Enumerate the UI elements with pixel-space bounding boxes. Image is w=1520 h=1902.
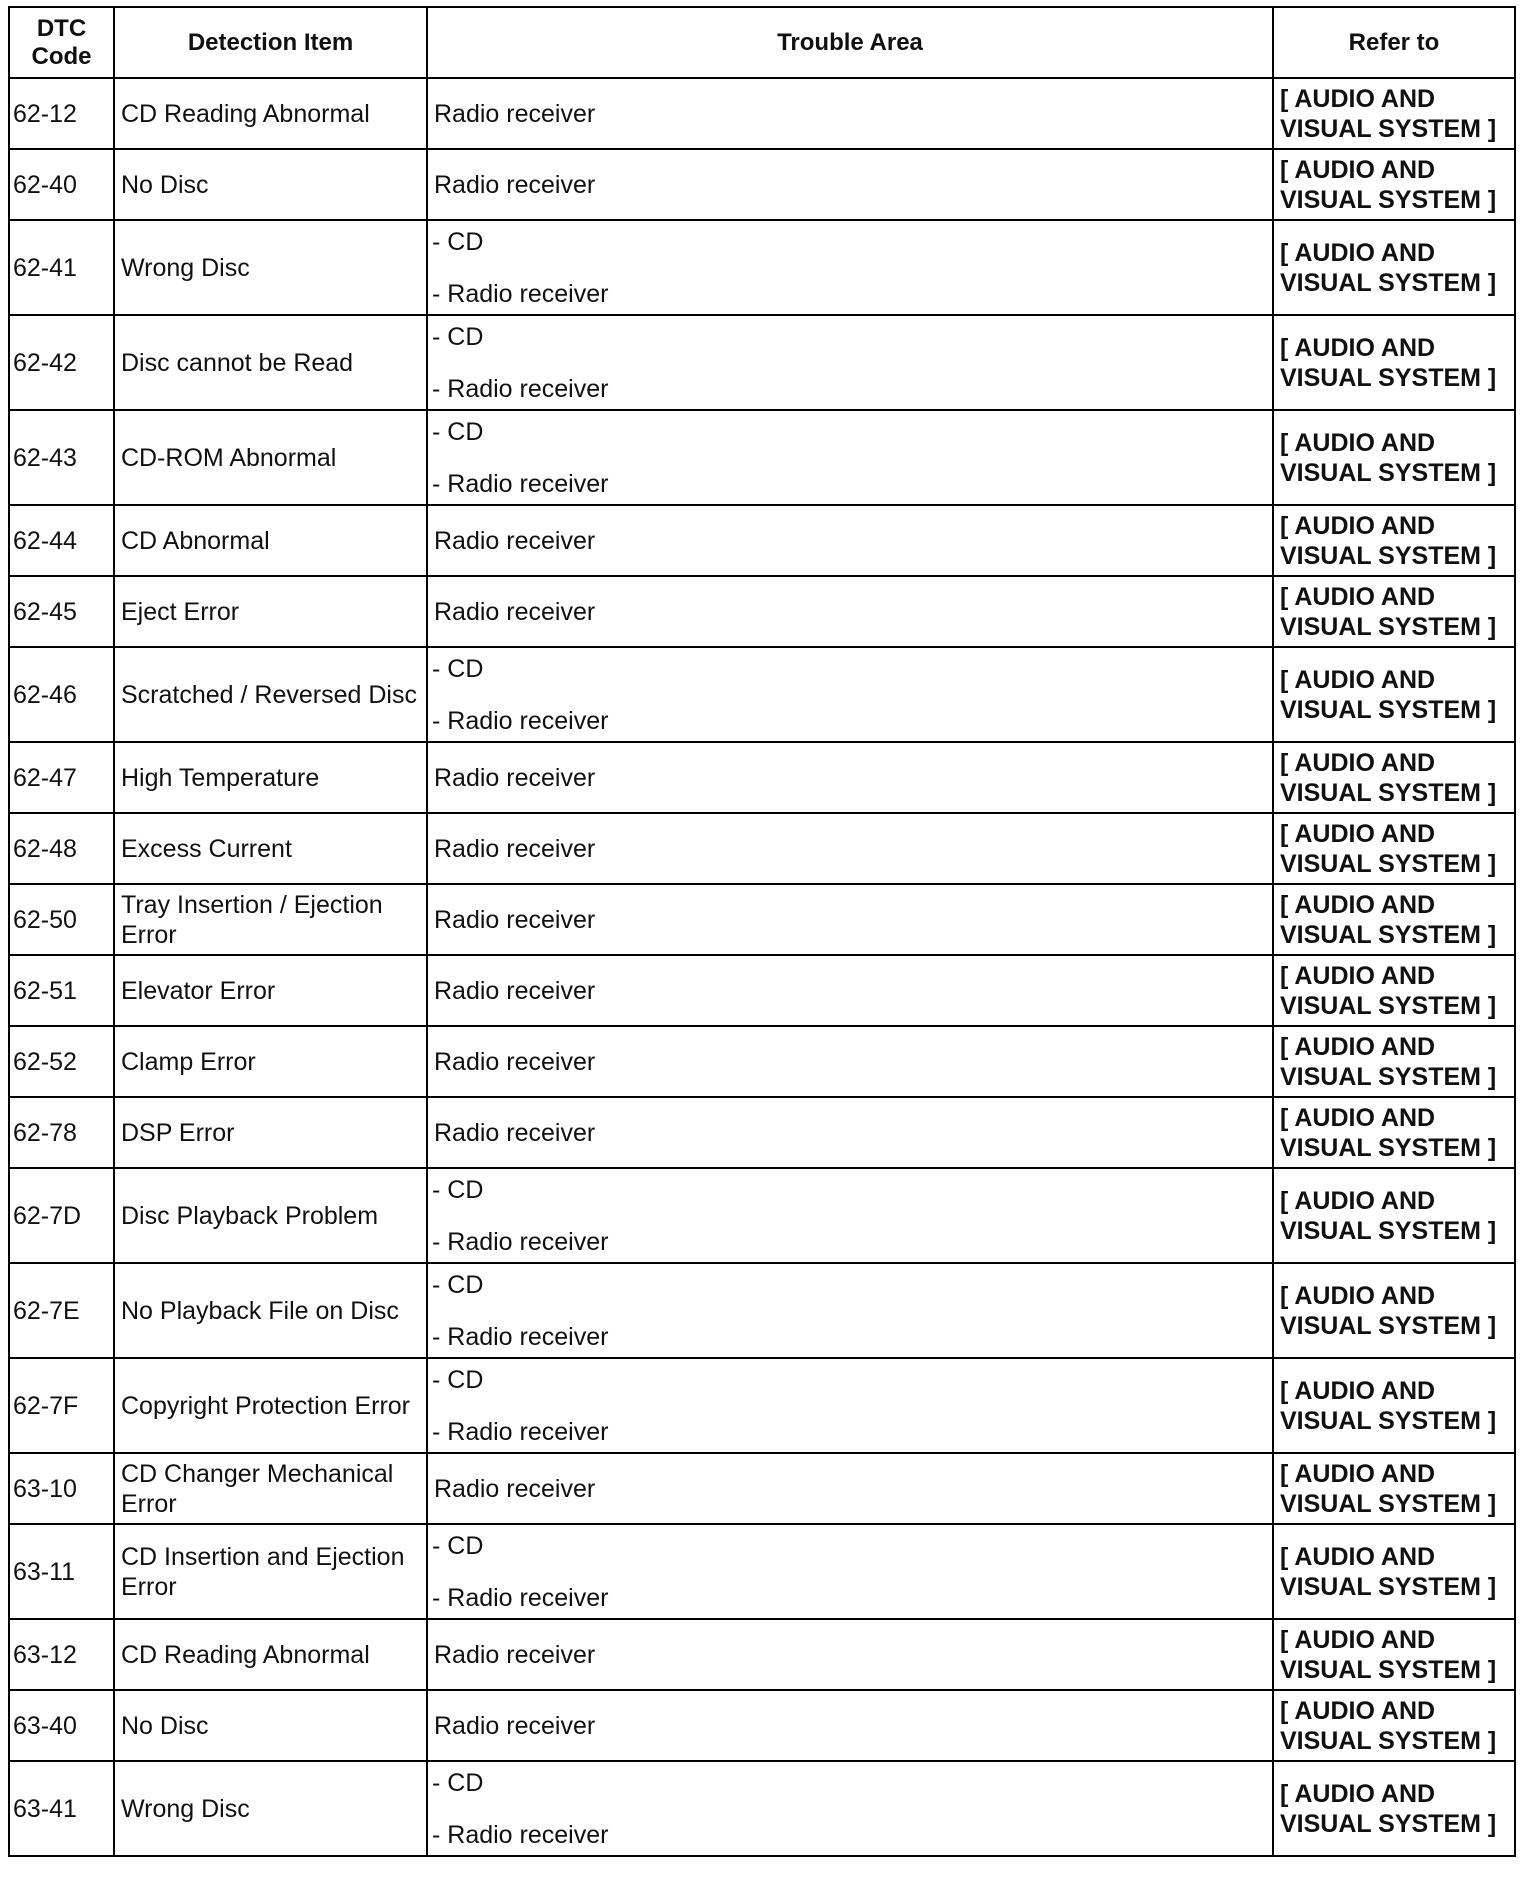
detection-item-cell: Wrong Disc [114,1761,427,1856]
refer-to-link[interactable]: [ AUDIO AND VISUAL SYSTEM ] [1273,1690,1515,1761]
trouble-area-cell [427,1263,1273,1358]
table-row [9,505,1515,576]
table-row [9,1690,1515,1761]
table-row [9,576,1515,647]
trouble-area-cell [427,1761,1273,1856]
table-row [9,410,1515,505]
refer-to-link[interactable]: [ AUDIO AND VISUAL SYSTEM ] [1273,742,1515,813]
trouble-area-cell [427,220,1273,315]
detection-item-cell: Excess Current [114,813,427,884]
table-row [9,647,1515,742]
trouble-area-cell [427,1358,1273,1453]
refer-to-link[interactable]: [ AUDIO AND VISUAL SYSTEM ] [1273,1168,1515,1263]
trouble-area-text: - CD [432,1175,484,1204]
table-row [9,1619,1515,1690]
refer-to-link[interactable]: [ AUDIO AND VISUAL SYSTEM ] [1273,1097,1515,1168]
detection-item-cell: Disc cannot be Read [114,315,427,410]
trouble-area-cell [427,1097,1273,1168]
dtc-code-cell: 62-52 [9,1026,114,1097]
table-row [9,1358,1515,1453]
header-detection-item: Detection Item [114,7,427,78]
trouble-area-text: - CD [432,1531,484,1560]
trouble-area-text: - CD [432,1768,484,1797]
table-row [9,742,1515,813]
trouble-area-cell [427,78,1273,149]
trouble-area-cell [427,813,1273,884]
table-row [9,1168,1515,1263]
refer-to-link[interactable]: [ AUDIO AND VISUAL SYSTEM ] [1273,220,1515,315]
table-row [9,220,1515,315]
trouble-area-cell [427,1453,1273,1524]
table-row [9,1026,1515,1097]
detection-item-cell: CD-ROM Abnormal [114,410,427,505]
trouble-area-text: Radio receiver [434,99,596,128]
trouble-area-text: Radio receiver [434,1640,596,1669]
dtc-code-cell: 63-40 [9,1690,114,1761]
detection-item-cell: No Playback File on Disc [114,1263,427,1358]
refer-to-link[interactable]: [ AUDIO AND VISUAL SYSTEM ] [1273,884,1515,955]
dtc-code-cell: 62-7E [9,1263,114,1358]
detection-item-cell: Tray Insertion / Ejection Error [114,884,427,955]
trouble-area-text: Radio receiver [434,763,596,792]
detection-item-cell: No Disc [114,149,427,220]
trouble-area-cell [427,315,1273,410]
detection-item-cell: CD Insertion and Ejection Error [114,1524,427,1619]
trouble-area-text: - Radio receiver [432,1820,609,1849]
trouble-area-cell [427,149,1273,220]
detection-item-cell: CD Abnormal [114,505,427,576]
refer-to-link[interactable]: [ AUDIO AND VISUAL SYSTEM ] [1273,315,1515,410]
dtc-code-cell: 62-50 [9,884,114,955]
trouble-area-cell [427,647,1273,742]
dtc-code-cell: 63-10 [9,1453,114,1524]
table-row [9,955,1515,1026]
refer-to-link[interactable]: [ AUDIO AND VISUAL SYSTEM ] [1273,505,1515,576]
refer-to-link[interactable]: [ AUDIO AND VISUAL SYSTEM ] [1273,1263,1515,1358]
detection-item-cell: Clamp Error [114,1026,427,1097]
trouble-area-text: Radio receiver [434,597,596,626]
detection-item-cell: Copyright Protection Error [114,1358,427,1453]
trouble-area-cell [427,576,1273,647]
trouble-area-text: Radio receiver [434,834,596,863]
table-header-row [9,7,1515,78]
trouble-area-text: - Radio receiver [432,1227,609,1256]
detection-item-cell: High Temperature [114,742,427,813]
dtc-code-cell: 62-12 [9,78,114,149]
dtc-code-cell: 62-78 [9,1097,114,1168]
dtc-code-cell: 62-7F [9,1358,114,1453]
refer-to-link[interactable]: [ AUDIO AND VISUAL SYSTEM ] [1273,647,1515,742]
detection-item-cell: Scratched / Reversed Disc [114,647,427,742]
trouble-area-cell [427,410,1273,505]
refer-to-link[interactable]: [ AUDIO AND VISUAL SYSTEM ] [1273,955,1515,1026]
table-body [9,78,1515,1856]
refer-to-link[interactable]: [ AUDIO AND VISUAL SYSTEM ] [1273,1761,1515,1856]
trouble-area-text: - Radio receiver [432,706,609,735]
refer-to-link[interactable]: [ AUDIO AND VISUAL SYSTEM ] [1273,78,1515,149]
detection-item-cell: DSP Error [114,1097,427,1168]
refer-to-link[interactable]: [ AUDIO AND VISUAL SYSTEM ] [1273,1358,1515,1453]
dtc-code-cell: 62-47 [9,742,114,813]
dtc-code-cell: 62-43 [9,410,114,505]
refer-to-link[interactable]: [ AUDIO AND VISUAL SYSTEM ] [1273,149,1515,220]
detection-item-cell: Wrong Disc [114,220,427,315]
trouble-area-text: Radio receiver [434,1711,596,1740]
refer-to-link[interactable]: [ AUDIO AND VISUAL SYSTEM ] [1273,813,1515,884]
detection-item-cell: No Disc [114,1690,427,1761]
detection-item-cell: Disc Playback Problem [114,1168,427,1263]
table-row [9,1263,1515,1358]
dtc-code-cell: 62-40 [9,149,114,220]
trouble-area-text: - Radio receiver [432,1417,609,1446]
detection-item-cell: Eject Error [114,576,427,647]
trouble-area-text: - Radio receiver [432,469,609,498]
refer-to-link[interactable]: [ AUDIO AND VISUAL SYSTEM ] [1273,410,1515,505]
refer-to-link[interactable]: [ AUDIO AND VISUAL SYSTEM ] [1273,1026,1515,1097]
header-trouble-area: Trouble Area [427,7,1273,78]
refer-to-link[interactable]: [ AUDIO AND VISUAL SYSTEM ] [1273,1524,1515,1619]
table-row [9,1097,1515,1168]
trouble-area-text: - Radio receiver [432,279,609,308]
trouble-area-cell [427,1168,1273,1263]
header-dtc-code: DTC Code [9,7,114,78]
table-row [9,315,1515,410]
trouble-area-text: Radio receiver [434,905,596,934]
refer-to-link[interactable]: [ AUDIO AND VISUAL SYSTEM ] [1273,1453,1515,1524]
trouble-area-cell [427,955,1273,1026]
trouble-area-text: - Radio receiver [432,1583,609,1612]
table-row [9,813,1515,884]
detection-item-cell: CD Reading Abnormal [114,1619,427,1690]
dtc-table-container [8,6,1516,1857]
table-row [9,78,1515,149]
dtc-code-cell: 63-11 [9,1524,114,1619]
trouble-area-cell [427,742,1273,813]
trouble-area-text: - CD [432,1365,484,1394]
trouble-area-text: Radio receiver [434,170,596,199]
trouble-area-cell [427,1026,1273,1097]
detection-item-cell: CD Changer Mechanical Error [114,1453,427,1524]
trouble-area-text: Radio receiver [434,1047,596,1076]
trouble-area-text: - CD [432,227,484,256]
trouble-area-text: Radio receiver [434,526,596,555]
dtc-code-cell: 62-45 [9,576,114,647]
trouble-area-text: - Radio receiver [432,1322,609,1351]
dtc-code-cell: 63-12 [9,1619,114,1690]
trouble-area-text: - CD [432,654,484,683]
table-row [9,1761,1515,1856]
dtc-code-cell: 62-48 [9,813,114,884]
dtc-table [8,6,1516,1857]
trouble-area-cell [427,1619,1273,1690]
refer-to-link[interactable]: [ AUDIO AND VISUAL SYSTEM ] [1273,1619,1515,1690]
trouble-area-text: Radio receiver [434,1474,596,1503]
header-refer-to: Refer to [1273,7,1515,78]
dtc-code-cell: 62-42 [9,315,114,410]
table-row [9,1453,1515,1524]
dtc-code-cell: 63-41 [9,1761,114,1856]
dtc-code-cell: 62-7D [9,1168,114,1263]
dtc-code-cell: 62-46 [9,647,114,742]
trouble-area-text: - CD [432,322,484,351]
trouble-area-cell [427,505,1273,576]
table-row [9,1524,1515,1619]
detection-item-cell: Elevator Error [114,955,427,1026]
trouble-area-cell [427,1524,1273,1619]
table-row [9,149,1515,220]
detection-item-cell: CD Reading Abnormal [114,78,427,149]
dtc-code-cell: 62-41 [9,220,114,315]
dtc-code-cell: 62-51 [9,955,114,1026]
dtc-code-cell: 62-44 [9,505,114,576]
refer-to-link[interactable]: [ AUDIO AND VISUAL SYSTEM ] [1273,576,1515,647]
trouble-area-cell [427,884,1273,955]
trouble-area-text: - CD [432,417,484,446]
trouble-area-text: - Radio receiver [432,374,609,403]
table-row [9,884,1515,955]
trouble-area-text: Radio receiver [434,976,596,1005]
trouble-area-text: - CD [432,1270,484,1299]
trouble-area-text: Radio receiver [434,1118,596,1147]
trouble-area-cell [427,1690,1273,1761]
